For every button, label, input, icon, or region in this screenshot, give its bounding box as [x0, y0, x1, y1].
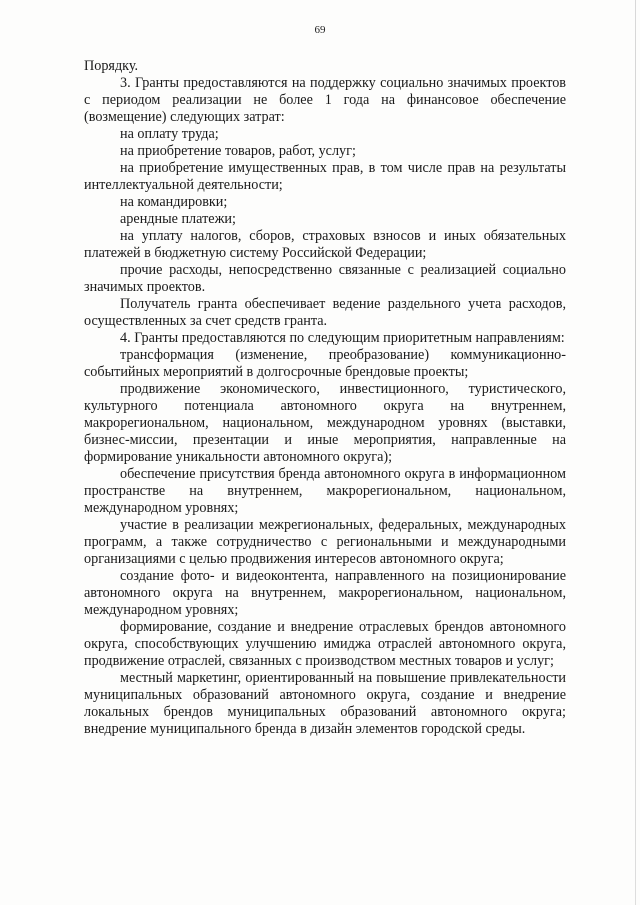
paragraph: формирование, создание и внедрение отраслевых брендов автономного округа, способствующих улучшению имиджа отраслей автономного округа, продвижение отраслей, связанных с производством местных товаров и услуг; — [84, 619, 566, 669]
paragraph: участие в реализации межрегиональных, федеральных, международных программ, а также сотрудничество с региональными и международными организациями с целью продвижения интересов автономного округа; — [84, 517, 566, 567]
paragraph: арендные платежи; — [120, 211, 236, 227]
paragraph: создание фото- и видеоконтента, направленного на позиционирование автономного округа на внутреннем, макрорегиональном, национальном, международном уровнях; — [84, 568, 566, 618]
paragraph: обеспечение присутствия бренда автономного округа в информационном пространстве на внутреннем, макрорегиональном, национальном, международном уровнях; — [84, 466, 566, 516]
paragraph: местный маркетинг, ориентированный на повышение привлекательности муниципальных образований автономного округа, создание и внедрение локальных брендов муниципальных образований автономного округа; внедрение муниципального бренда в дизайн элементов городской среды. — [84, 670, 566, 737]
paragraph: трансформация (изменение, преобразование) коммуникационно-событийных мероприятий в долгосрочные брендовые проекты; — [84, 347, 566, 380]
document-body — [84, 58, 566, 738]
paragraph: 3. Гранты предоставляются на поддержку социально значимых проектов с периодом реализации не более 1 года на финансовое обеспечение (возмещение) следующих затрат: — [84, 75, 566, 125]
page-edge — [635, 0, 636, 905]
paragraph: на командировки; — [120, 194, 228, 210]
paragraph: продвижение экономического, инвестиционного, туристического, культурного потенциала автономного округа на внутреннем, макрорегиональном, национальном, международном уровнях (выставки, бизнес-миссии, презентации и иные мероприятия, направленные на формирование уникальности автономного округа); — [84, 381, 566, 465]
paragraph: на оплату труда; — [120, 126, 219, 142]
paragraph: Порядку. — [84, 58, 139, 74]
paragraph: Получатель гранта обеспечивает ведение раздельного учета расходов, осуществленных за счет средств гранта. — [84, 296, 566, 329]
page-number: 69 — [314, 24, 326, 36]
paragraph: 4. Гранты предоставляются по следующим приоритетным направлениям: — [120, 330, 565, 346]
paragraph: на приобретение имущественных прав, в том числе прав на результаты интеллектуальной деятельности; — [84, 160, 566, 193]
paragraph: на уплату налогов, сборов, страховых взносов и иных обязательных платежей в бюджетную систему Российской Федерации; — [84, 228, 566, 261]
paragraph: на приобретение товаров, работ, услуг; — [120, 143, 356, 159]
paragraph: прочие расходы, непосредственно связанные с реализацией социально значимых проектов. — [84, 262, 566, 295]
